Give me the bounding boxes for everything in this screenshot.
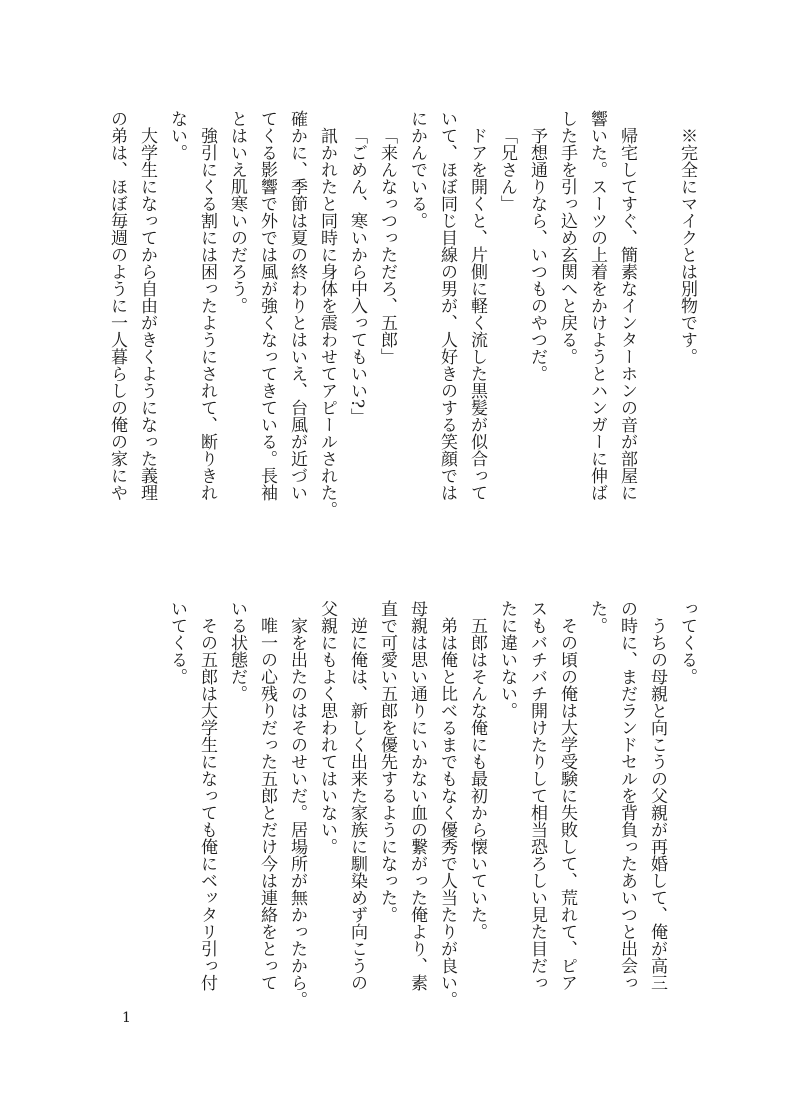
text-block-upper [102,110,702,518]
text-line: 「兄さん」 [497,127,517,212]
text-line: た。 [587,600,607,634]
text-line: した手を引っ込め玄関へと戻る。 [557,110,577,365]
text-line: にかんでいる。 [407,110,427,229]
text-line: 強引にくる割には困ったようにされて、断りきれ [197,127,217,501]
text-line: ない。 [167,110,187,161]
text-line: いる状態だ。 [227,600,247,702]
text-line: 大学生になってから自由がきくようになった義理 [137,127,157,501]
text-line: 予想通りなら、いつものやつだ。 [527,127,547,382]
text-line: 確かに、季節は夏の終わりとはいえ、台風が近づい [287,110,307,501]
text-line [642,110,672,502]
text-line: その頃の俺は大学受験に失敗して、荒れて、ピア [557,617,577,991]
text-line: たに違いない。 [497,600,517,719]
text-line: 「ごめん、寒いから中入ってもいい?」 [347,127,367,426]
text-line: ドアを開くと、片側に軽く流した黒髪が似合って [467,127,487,501]
text-block-lower [162,600,702,1008]
text-line: 五郎はそんな俺にも最初から懐いていた。 [467,617,487,940]
text-line: 母親は思い通りにいかない血の繋がった俺より、素 [407,600,427,991]
text-line: の弟は、ほぼ毎週のように一人暮らしの俺の家にや [107,110,127,501]
text-line: 訊かれたと同時に身体を震わせてアピールされた。 [317,127,337,518]
text-line: スもバチバチ開けたりして相当恐ろしい見た目だっ [527,600,547,991]
page-number: 1 [122,1010,131,1026]
text-line: 直で可愛い五郎を優先するようになった。 [377,600,397,923]
text-line: てくる影響で外では風が強くなってきている。長袖 [257,110,277,501]
text-line: 帰宅してすぐ、簡素なインターホンの音が部屋に [617,127,637,501]
text-line: 唯一の心残りだった五郎とだけ今は連絡をとって [257,617,277,991]
text-line: 「来んなっつっただろ、五郎」 [377,127,397,365]
text-line: うちの母親と向こうの父親が再婚して、俺が高三 [647,617,667,991]
text-line: その五郎は大学生になっても俺にベッタリ引っ付 [197,617,217,991]
text-line: 父親にもよく思われてはいない。 [317,600,337,855]
text-line: いて、ほぼ同じ目線の男が、人好きのする笑顔では [437,110,457,501]
text-line: 響いた。スーツの上着をかけようとハンガーに伸ば [587,110,607,501]
text-line: の時に、まだランドセルを背負ったあいつと出会っ [617,600,637,991]
text-line: 逆に俺は、新しく出来た家族に馴染めず向こうの [347,617,367,991]
text-line: とはいえ肌寒いのだろう。 [227,110,247,314]
text-line: ※完全にマイクとは別物です。 [677,127,697,365]
text-line: 弟は俺と比べるまでもなく優秀で人当たりが良い。 [437,617,457,1008]
text-line: いてくる。 [167,600,187,685]
text-line: 家を出たのはそのせいだ。居場所が無かったから。 [287,617,307,1008]
text-line: ってくる。 [677,600,697,685]
